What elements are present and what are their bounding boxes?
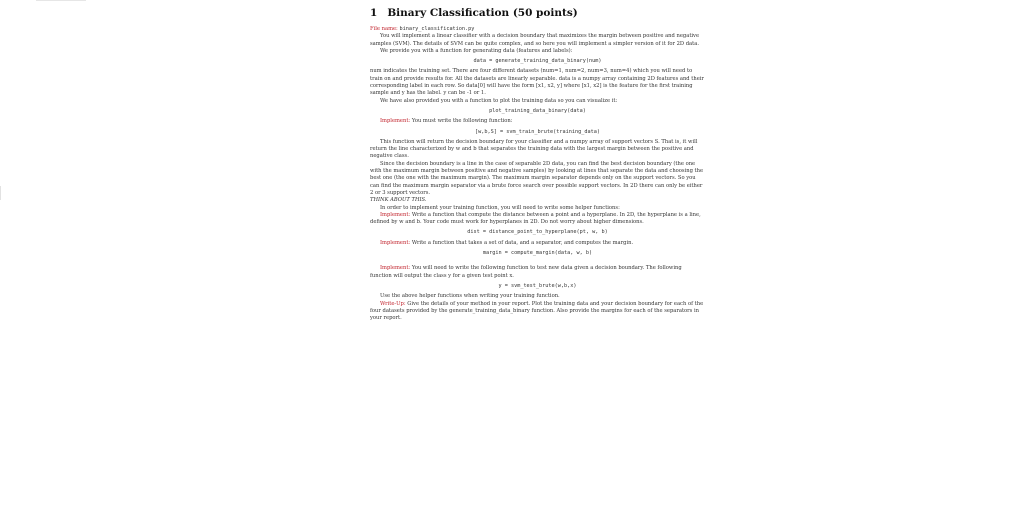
implement-label: Implement: [380,118,411,125]
code-distance: dist = distance_point_to_hyperplane(pt, w, b) [467,229,608,236]
data-generator-paragraph: We provide you with a function for generating data (features and labels): [380,47,573,54]
section-heading [370,7,705,20]
helper-functions-paragraph: In order to implement your training function, you will need to write some helper functions: [380,204,620,211]
implement-label: Implement: [380,211,411,218]
implement-label: Implement: [380,265,411,272]
code-compute-margin: margin = compute_margin(data, w, b) [482,250,593,257]
decision-boundary-paragraph: This function will return the decision boundary for your classifier and a numpy array of support vectors S. That is, it will return the line characterized by w and b that separates the training data with the largest margin between the positive and negative class. [370,138,698,160]
code-plot-data: plot_training_data_binary(data) [489,107,586,114]
dataset-description-paragraph: num indicates the training set. There are four different datasets (num=1, num=2, num=3, num=4) which you will need to train on and provide results for. All the datasets are linearly separable. data is a numpy array containing 2D features and their corresponding label in each row. So data[0] will have the form [x1, x2, y] where [x1, x2] is the feature for the first training sample and y has the label. y can be -1 or 1. [370,68,704,97]
section-number: 1 [370,7,378,19]
writeup-label: Write-Up: [380,300,406,307]
helper-usage-paragraph: Use the above helper functions when writing your training function. [380,293,560,300]
brute-force-paragraph: Since the decision boundary is a line in the case of separable 2D data, you can find the best decision boundary (the one with the maximum margin between positive and negative samples) by looking at lines that separate the data and choosing the best one (the one with the maximum margin). The maximum margin separator depends only on the support vectors. So you can find the maximum margin separator via a brute force search over possible support vectors. In 2D there can only be either 2 or 3 support vectors. [370,160,704,196]
implement-distance-line [370,212,705,227]
implement-train-line [370,118,705,125]
implement-test-text: You will need to write the following function to test new data given a decision boundary. The following function will output the class y for a given test point x. [370,265,682,279]
code-svm-test: y = svm_test_brute(w,b,x) [498,282,577,289]
plot-function-paragraph: We have also provided you with a function to plot the training data so you can visualize it: [380,97,618,104]
think-about-this: THINK ABOUT THIS. [370,197,427,204]
implement-label: Implement: [380,239,411,246]
file-name-label: File name: [370,26,398,32]
writeup-line [370,301,705,323]
implement-margin-line [370,240,705,247]
writeup-text: Give the details of your method in your report. Plot the training data and your decision boundary for each of the four datasets provided by the generate_training_data_binary function. Also provide the margins for each of the separators in your report. [370,300,704,322]
implement-distance-text: Write a function that compute the distance between a point and a hyperplane. In 2D, the hyperplane is a line, defined by w and b. Your code must work for hyperplanes in 2D. Do not worry about higher dimensions. [370,211,701,226]
code-svm-train: [w,b,S] = svm_train_brute(training_data) [475,128,600,135]
file-name-line [370,26,705,33]
implement-train-text: You must write the following function: [411,118,513,125]
assignment-section [370,7,705,322]
section-title: Binary Classification (50 points) [387,7,578,19]
page-tab [36,0,86,1]
edge-mark [0,186,1,200]
implement-margin-text: Write a function that takes a set of data, and a separator, and computes the margin. [411,239,634,246]
file-name-value: binary_classification.py [399,26,475,32]
intro-paragraph: You will implement a linear classifier with a decision boundary that maximizes the margin between positive and negative samples (SVM). The details of SVM can be quite complex, and so here you will implement a simpler version of it for 2D data. [370,33,700,47]
code-generate-data: data = generate_training_data_binary(num) [473,58,602,65]
implement-test-line [370,265,705,280]
